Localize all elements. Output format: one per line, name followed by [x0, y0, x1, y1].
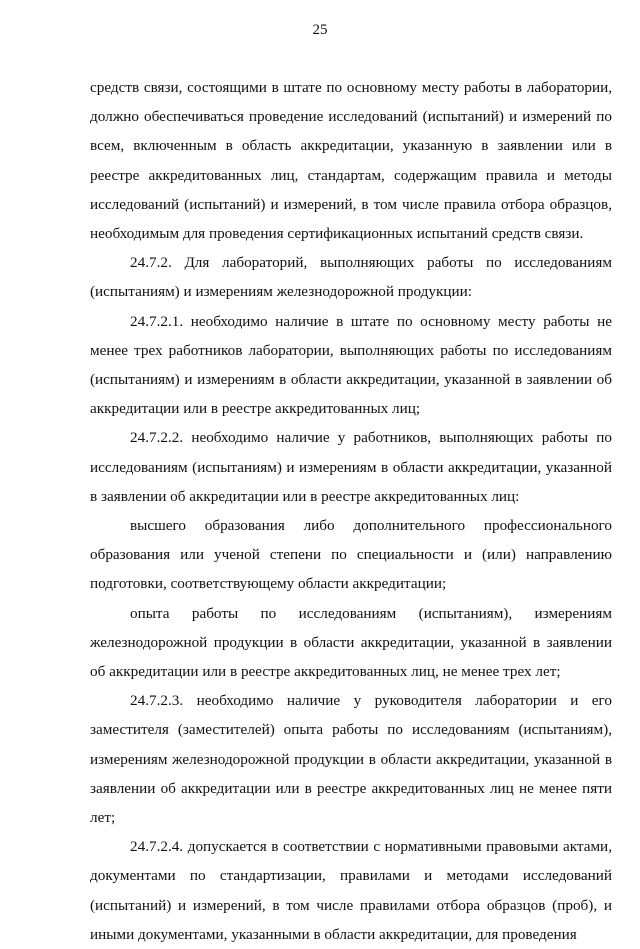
- paragraph-24-7-2: 24.7.2. Для лабораторий, выполняющих работы по исследованиям (испытаниям) и измерениям железнодорожной продукции:: [90, 254, 612, 301]
- paragraph-24-7-2-2: 24.7.2.2. необходимо наличие у работников, выполняющих работы по исследованиям (испытаниям) и измерениям в области аккредитации, указанной в заявлении об аккредитации или в реестре аккредитованных лиц:: [90, 429, 612, 505]
- paragraph-24-7-2-3: 24.7.2.3. необходимо наличие у руководителя лаборатории и его заместителя (заместителей) опыта работы по исследованиям (испытаниям), измерениям железнодорожной продукции в области аккредитации, указанной в заявлении об аккредитации или в реестре аккредитованных лиц не менее пяти лет;: [90, 692, 612, 827]
- paragraph-continuation: средств связи, состоящими в штате по основному месту работы в лаборатории, должно обеспечиваться проведение исследований (испытаний) и измерений по всем, включенным в область аккредитации, указанную в заявлении или в реестре аккредитованных лиц, стандартам, содержащим правила и методы исследований (испытаний) и измерений, в том числе правила отбора образцов, необходимым для проведения сертификационных испытаний средств связи.: [90, 79, 612, 243]
- paragraph-higher-education: высшего образования либо дополнительного профессионального образования или ученой степени по специальности и (или) направлению подготовки, соответствующему области аккредитации;: [90, 517, 612, 593]
- document-body: [90, 73, 612, 949]
- paragraph-24-7-2-4: 24.7.2.4. допускается в соответствии с нормативными правовыми актами, документами по стандартизации, правилами и методами исследований (испытаний) и измерений, в том числе правилами отбора образцов (проб), и иными документами, указанными в области аккредитации, для проведения: [90, 838, 612, 943]
- paragraph-24-7-2-1: 24.7.2.1. необходимо наличие в штате по основному месту работы не менее трех работников лаборатории, выполняющих работы по исследованиям (испытаниям) и измерениям в области аккредитации, указанной в заявлении об аккредитации или в реестре аккредитованных лиц;: [90, 312, 612, 418]
- page-number: 25: [312, 22, 328, 38]
- paragraph-work-experience: опыта работы по исследованиям (испытаниям), измерениям железнодорожной продукции в области аккредитации, указанной в заявлении об аккредитации или в реестре аккредитованных лиц, не менее трех лет;: [90, 604, 612, 681]
